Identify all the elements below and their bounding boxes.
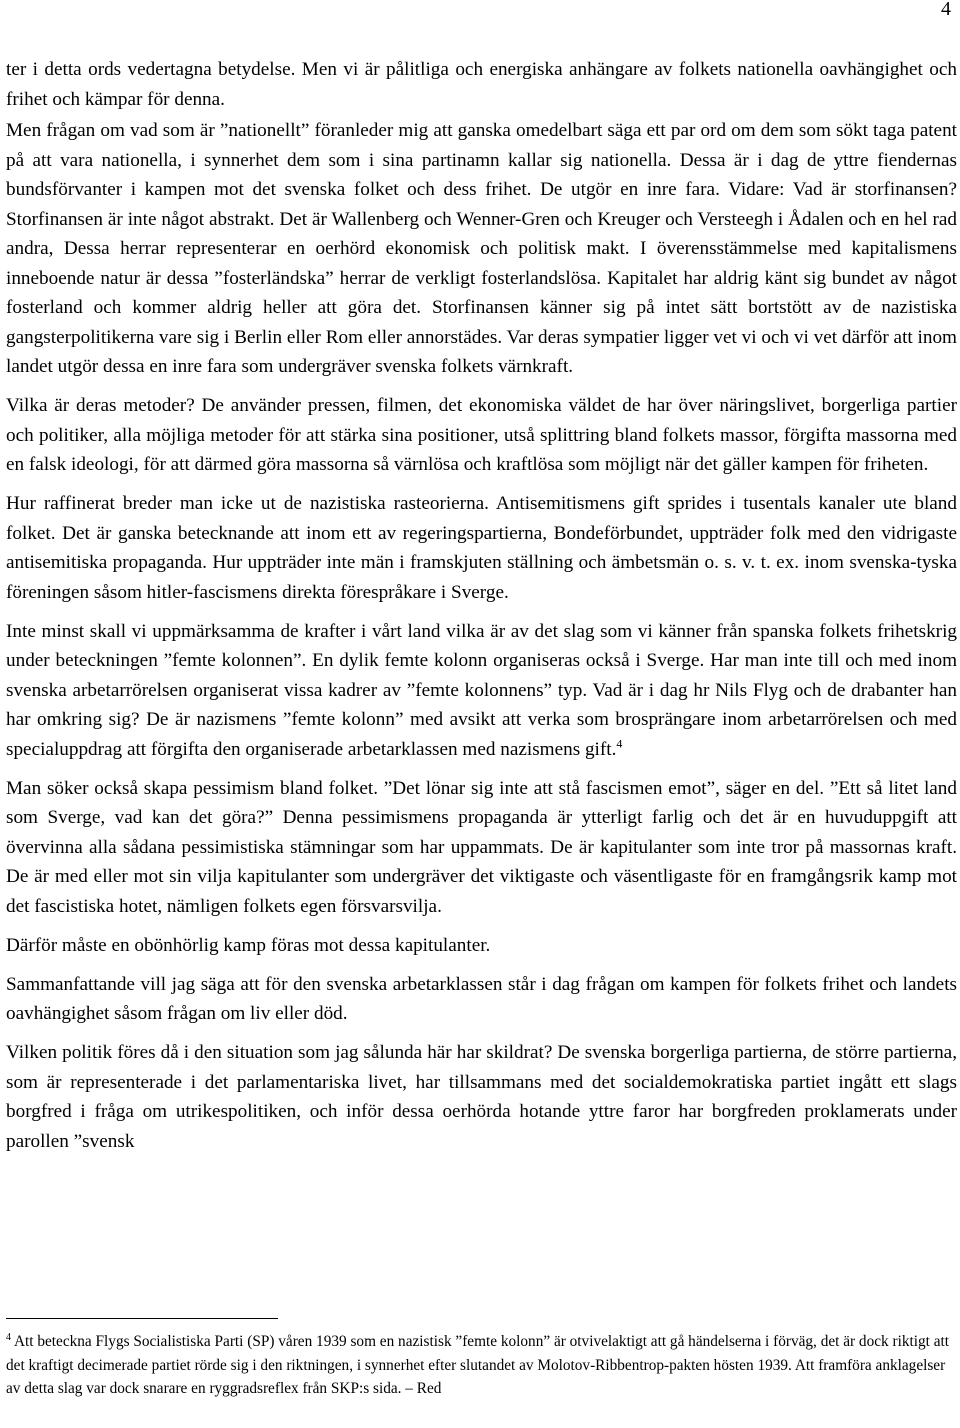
paragraph-rasteorier: Hur raffinerat breder man icke ut de nazistiska rasteorierna. Antisemitismens gift sprides i tusentals kanaler ute bland folket. Det är ganska betecknande att inom ett av regeringspartierna, Bondeförbundet, uppträder folk med den vidrigaste antisemitiska propaganda. Hur uppträder inte män i framskjuten ställning och ämbetsmän o. s. v. t. ex. inom svenska-tyska föreningen såsom hitler-fascismens direkta förespråkare i Sverge. bbox=[6, 493, 957, 603]
footnote bbox=[6, 1330, 957, 1401]
paragraph-femte-kolonnen-text: Inte minst skall vi uppmärksamma de krafter i vårt land vilka är av det slag som vi känner från spanska folkets frihetskrig under beteckningen ”femte kolonnen”. En dylik femte kolonn organiseras också i Sverge. Har man inte till och med inom svenska arbetarrörelsen organiserat vissa kadrer av ”femte kolonnens” typ. Vad är i dag hr Nils Flyg och de drabanter han har omkring sig? De är nazismens ”femte kolonn” med avsikt att verka som brosprängare inom arbetarrörelsen och med specialuppdrag att förgifta den organiserade arbetarklassen med nazismens gift. bbox=[6, 620, 957, 760]
paragraph-politik: Vilken politik föres då i den situation som jag sålunda här har skildrat? De svenska borgerliga partierna, de större partierna, som är representerade i det parlamentariska livet, har tillsammans med det socialdemokratiska partiet ingått ett slags borgfred i fråga om utrikespolitiken, och inför dessa oerhörda hotande yttre faror har borgfreden proklamerats under parollen ”svensk bbox=[6, 1042, 957, 1152]
paragraph-nationellt: Men frågan om vad som är ”nationellt” föranleder mig att ganska omedelbart säga ett par ord om dem som sökt taga patent på att vara nationella, i synnerhet dem som i sina partinamn kallar sig nationella. Dessa är i dag de yttre fiendernas bundsförvanter i kampen mot det svenska folket och dess frihet. De utgör en inre fara. Vidare: Vad är storfinansen? Storfinansen är inte något abstrakt. Det är Wallenberg och Wenner-Gren och Kreuger och Versteegh i Ådalen och en hel rad andra, Dessa herrar representerar en oerhörd ekonomisk och politisk makt. I överensstämmelse med kapitalismens inneboende natur är dessa ”fosterländska” herrar de verkligt fosterlandslösa. Kapitalet har aldrig känt sig bundet av något fosterland och kommer aldrig heller att göra det. Storfinansen känner sig på intet sätt bortstött av de nazistiska gangsterpolitikerna vare sig i Berlin eller Rom eller annorstädes. Var deras sympatier ligger vet vi och vi vet därför att inom landet utgör dessa en inre fara som undergräver svenska folkets värnkraft. bbox=[6, 120, 957, 377]
paragraph-continuation: ter i detta ords vedertagna betydelse. Men vi är pålitliga och energiska anhängare av folkets nationella oavhängighet och frihet och kämpar för denna. bbox=[6, 59, 957, 110]
footnote-divider bbox=[6, 1318, 278, 1319]
paragraph-femte-kolonnen bbox=[6, 617, 957, 765]
paragraph-pessimism: Man söker också skapa pessimism bland folket. ”Det lönar sig inte att stå fascismen emot”, säger en del. ”Ett så litet land som Sverge, vad kan det göra?” Denna pessimismens propaganda är ytterligt farlig och det är en huvuduppgift att övervinna alla sådana pessimistiska stämningar som har uppammats. De är kapitulanter som inte tror på massornas kraft. De är med eller mot sin vilja kapitulanter som undergräver det viktigaste och väsentligaste för en framgångsrik kamp mot det fascistiska hotet, nämligen folkets egen försvarsvilja. bbox=[6, 777, 957, 917]
footnote-reference[interactable]: 4 bbox=[616, 736, 623, 751]
paragraph-kapitulanter: Därför måste en obönhörlig kamp föras mot dessa kapitulanter. bbox=[6, 934, 491, 956]
footnote-text: Att beteckna Flygs Socialistiska Parti (SP) våren 1939 som en nazistisk ”femte kolonn” är otvivelaktigt att gå händelserna i förväg, det är dock riktigt att det kraftigt decimerade partiet rörde sig i den riktningen, i synnerhet efter slutandet av Molotov-Ribbentrop-pakten hösten 1939. Att framföra anklagelser av detta slag var dock snarare en ryggradsreflex från SKP:s sida. – Red bbox=[6, 1333, 949, 1397]
paragraph-metoder: Vilka är deras metoder? De använder pressen, filmen, det ekonomiska väldet de har över näringslivet, borgerliga partier och politiker, alla möjliga metoder för att stärka sina positioner, utså splittring bland folkets massor, förgifta massorna med en falsk ideologi, för att därmed göra massorna så värnlösa och kraftlösa som möjligt när det gäller kampen för friheten. bbox=[6, 395, 957, 475]
page-number: 4 bbox=[941, 0, 951, 20]
footnote-marker: 4 bbox=[6, 1331, 11, 1343]
page-body bbox=[6, 55, 957, 1166]
paragraph-sammanfattande: Sammanfattande vill jag säga att för den svenska arbetarklassen står i dag frågan om kampen för folkets frihet och landets oavhängighet såsom frågan om liv eller död. bbox=[6, 973, 957, 1024]
